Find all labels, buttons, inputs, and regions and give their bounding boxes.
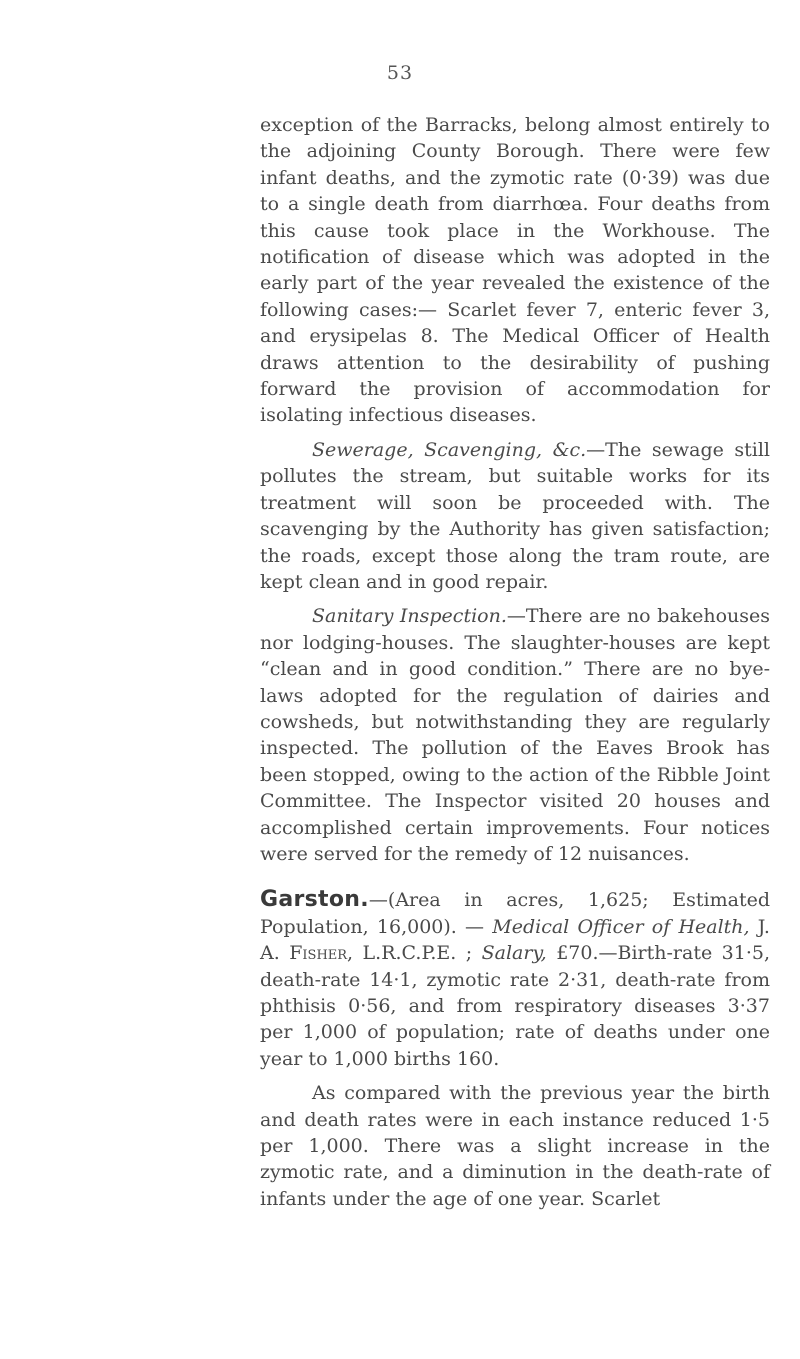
paragraph-sewerage <box>260 437 770 595</box>
sanitary-inspection-heading: Sanitary Inspection. <box>312 605 507 628</box>
paragraph-comparison: As compared with the previous year the birth and death rates were in each instance reduced 1·5 per 1,000. There was a slight increase in the zymotic rate, and a diminution in the death-rate of infants under the age of one year. Scarlet <box>260 1082 770 1210</box>
page-number: 53 <box>386 62 414 84</box>
paragraph-garston <box>260 887 770 1072</box>
garston-area: —(Area in acres, 1,625; Estimated Population, 16,000). — <box>260 889 770 938</box>
body-text <box>260 112 770 1212</box>
sanitary-inspection-body: —There are no bakehouses nor lodging-houses. The slaughter-houses are kept “clean and in good condition.” There are no bye-laws adopted for the regulation of dairies and cowsheds, but notwithstanding they are regularly inspected. The pollution of the Eaves Brook has been stopped, owing to the action of the Ribble Joint Committee. The Inspector visited 20 houses and accomplished certain improvements. Four notices were served for the remedy of 12 nuisances. <box>260 605 770 865</box>
garston-moh-label: Medical Officer of Health, <box>492 915 750 938</box>
paragraph-sanitary-inspection <box>260 603 770 867</box>
sewerage-body: —The sewage still pollutes the stream, but suitable works for its treatment will soon be proceeded with. The scavenging by the Authority has given satisfaction; the roads, except those along the tram route, are kept clean and in good repair. <box>260 438 770 593</box>
garston-salary-label: Salary, <box>481 942 547 965</box>
sewerage-heading: Sewerage, Scavenging, &c. <box>312 438 587 461</box>
paragraph-continuation: exception of the Barracks, belong almost entirely to the adjoining County Borough. There were few infant deaths, and the zymotic rate (0·39) was due to a single death from diarrhœa. Four deaths from this cause took place in the Workhouse. The notification of disease which was adopted in the early part of the year revealed the existence of the following cases:— Scarlet fever 7, enteric fever 3, and erysipelas 8. The Medical Officer of Health draws attention to the desirability of pushing forward the provision of accommodation for isolating infectious diseases. <box>260 114 770 427</box>
garston-moh-name: J. A. Fisher, L.R.C.P.E. ; <box>260 915 770 965</box>
garston-rates: £70.—Birth-rate 31·5, death-rate 14·1, zymotic rate 2·31, death-rate from phthisis 0·56, and from respiratory diseases 3·37 per 1,000 of population; rate of deaths under one year to 1,000 births 160. <box>260 942 770 1070</box>
garston-heading: Garston. <box>260 887 369 913</box>
